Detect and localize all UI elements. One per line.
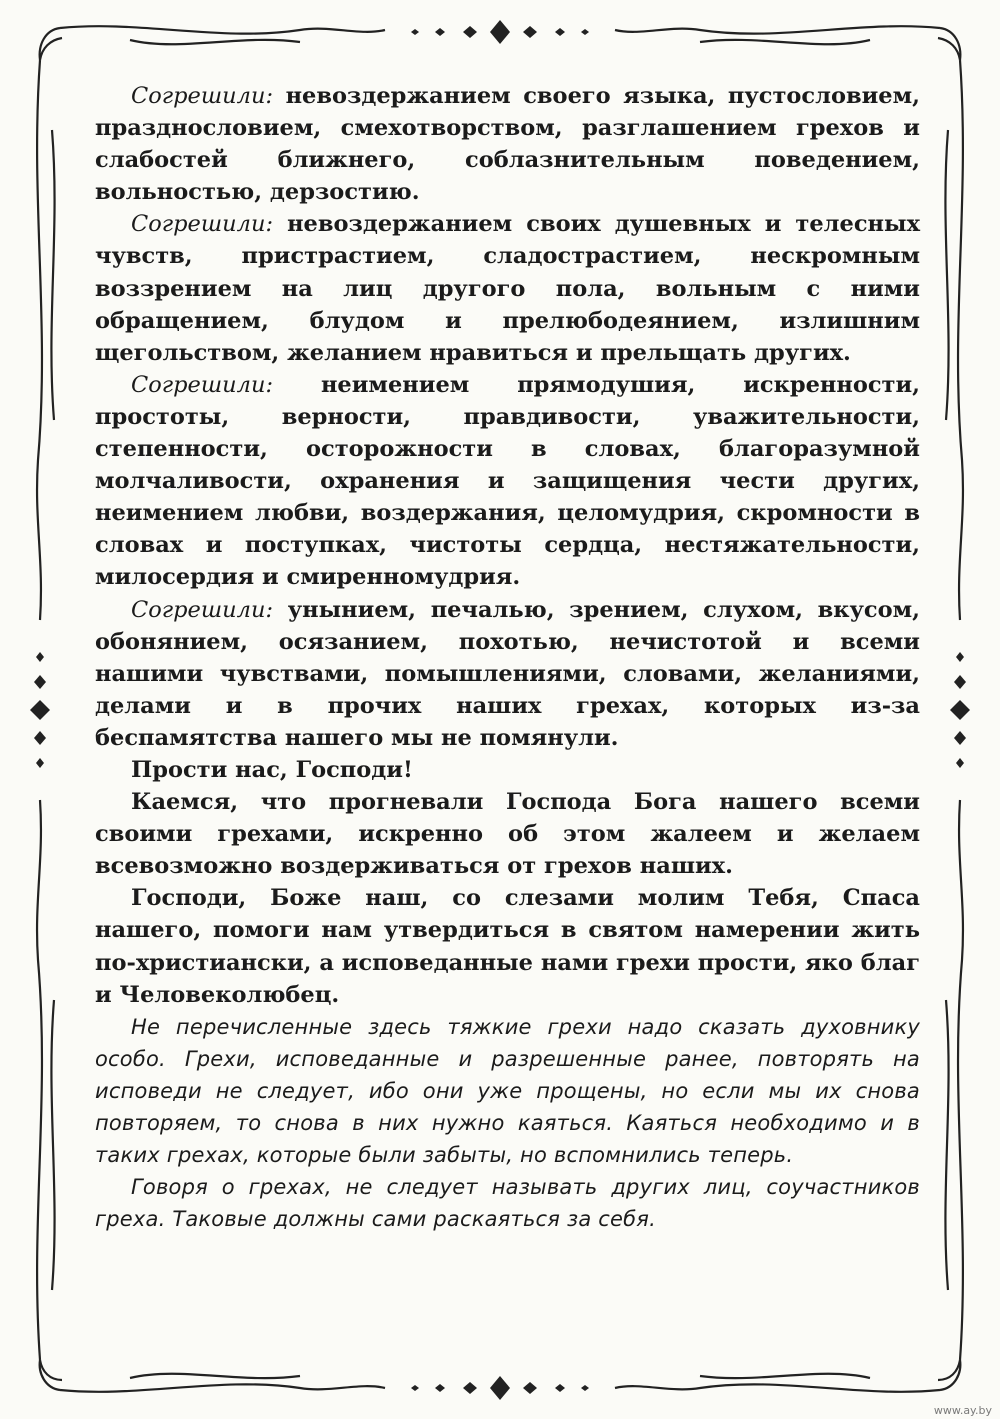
paragraph-lead: Согрешили:: [131, 596, 274, 623]
prayer-paragraph: Господи, Боже наш, со слезами молим Тебя, Спаса нашего, помоги нам утвердиться в святом намерении жить по-христиански, а исповеданные нами грехи прости, яко благ и Человеколюбец.: [95, 885, 920, 1008]
note-paragraph-1: Не перечисленные здесь тяжкие грехи надо сказать духовнику особо. Грехи, исповеданные и разрешенные ранее, повторять на исповеди не следует, ибо они уже прощены, но если мы их снова повторяем, то снова в них нужно каяться. Каяться необходимо и в таких грехах, которые были забыты, но вспомнились теперь.: [95, 1014, 920, 1168]
paragraph-text: неимением прямодушия, искренности, простоты, верности, правдивости, уважительности, степенности, осторожности в словах, благоразумной молчаливости, охранения и защищения чести других, неимением любви, воздержания, целомудрия, скромности в словах и поступках, чистоты сердца, нестяжательности, милосердия и смиренномудрия.: [95, 371, 920, 591]
confession-paragraph-4: [95, 594, 920, 754]
paragraph-text: невоздержанием своих душевных и телесных чувств, пристрастием, сладострастием, нескромным воззрением на лиц другого пола, вольным с ними обращением, блудом и прелюбодеянием, излишним щегольством, желанием нравиться и прельщать других.: [95, 211, 920, 366]
watermark: www.ay.by: [933, 1404, 992, 1417]
confession-paragraph-2: [95, 208, 920, 368]
confession-paragraph-1: [95, 80, 920, 208]
paragraph-lead: Согрешили:: [131, 371, 274, 398]
paragraph-text: унынием, печалью, зрением, слухом, вкусом, обонянием, осязанием, похотью, нечистотой и всеми нашими чувствами, помышлениями, словами, желаниями, делами и в прочих наших грехах, которых из-за беспамятства нашего мы не помянули.: [95, 596, 920, 751]
repentance-paragraph: Каемся, что прогневали Господа Бога нашего всеми своими грехами, искренно об этом жалеем и желаем всевозможно воздерживаться от грехов наших.: [95, 789, 920, 880]
plea-line: Прости нас, Господи!: [131, 756, 413, 783]
note-paragraph-2: Говоря о грехах, не следует называть других лиц, соучастников греха. Таковые должны сами раскаяться за себя.: [95, 1175, 920, 1232]
confession-paragraph-3: [95, 369, 920, 594]
paragraph-lead: Согрешили:: [131, 211, 274, 238]
document-body: [95, 80, 920, 1235]
paragraph-lead: Согрешили:: [131, 83, 274, 109]
paragraph-text: невоздержанием своего языка, пустословием, празднословием, смехотворством, разглашением грехов и слабостей ближнего, соблазнительным поведением, вольностью, дерзостию.: [95, 83, 920, 206]
